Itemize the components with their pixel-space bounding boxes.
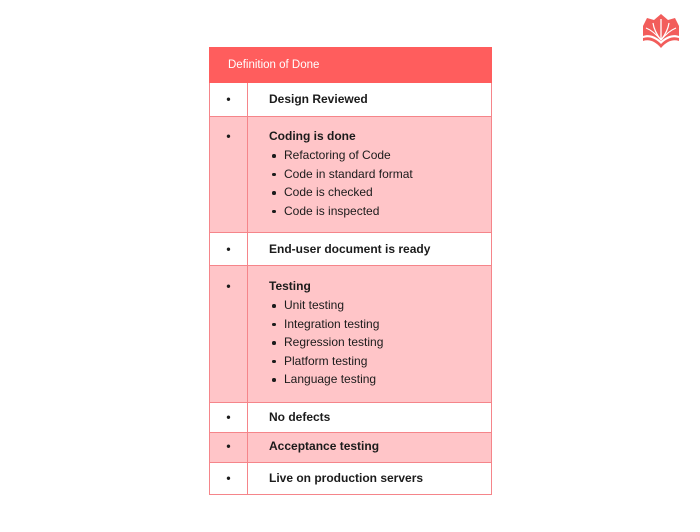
row-title: End-user document is ready [269,242,431,256]
row-bullet: • [210,403,248,433]
table-row [210,117,492,233]
table-row [210,433,492,463]
sub-list-item: Unit testing [269,296,491,315]
row-bullet: • [210,117,248,233]
row-bullet: • [210,433,248,463]
table-row [210,403,492,433]
table-row [210,233,492,266]
sub-list-item: Code is inspected [269,202,491,221]
row-title: Testing [269,279,311,293]
row-bullet: • [210,463,248,495]
table-row [210,463,492,495]
sub-list-item: Refactoring of Code [269,146,491,165]
table-header-title: Definition of Done [210,48,492,83]
sub-list-item: Platform testing [269,352,491,371]
row-title: Live on production servers [269,471,424,485]
sub-list-item: Integration testing [269,315,491,334]
definition-of-done-table [209,47,492,495]
sub-item-list [269,146,491,220]
row-bullet: • [210,83,248,117]
row-bullet: • [210,233,248,266]
row-title: No defects [269,410,331,424]
table-header-row [210,48,492,83]
table-row [210,266,492,403]
sub-list-item: Code is checked [269,183,491,202]
lotus-logo-icon [641,13,681,49]
sub-list-item: Language testing [269,370,491,389]
row-title: Design Reviewed [269,92,368,106]
sub-item-list [269,296,491,389]
sub-list-item: Code in standard format [269,165,491,184]
row-bullet: • [210,266,248,403]
sub-list-item: Regression testing [269,333,491,352]
row-title: Acceptance testing [269,439,380,453]
table-row [210,83,492,117]
row-title: Coding is done [269,129,356,143]
